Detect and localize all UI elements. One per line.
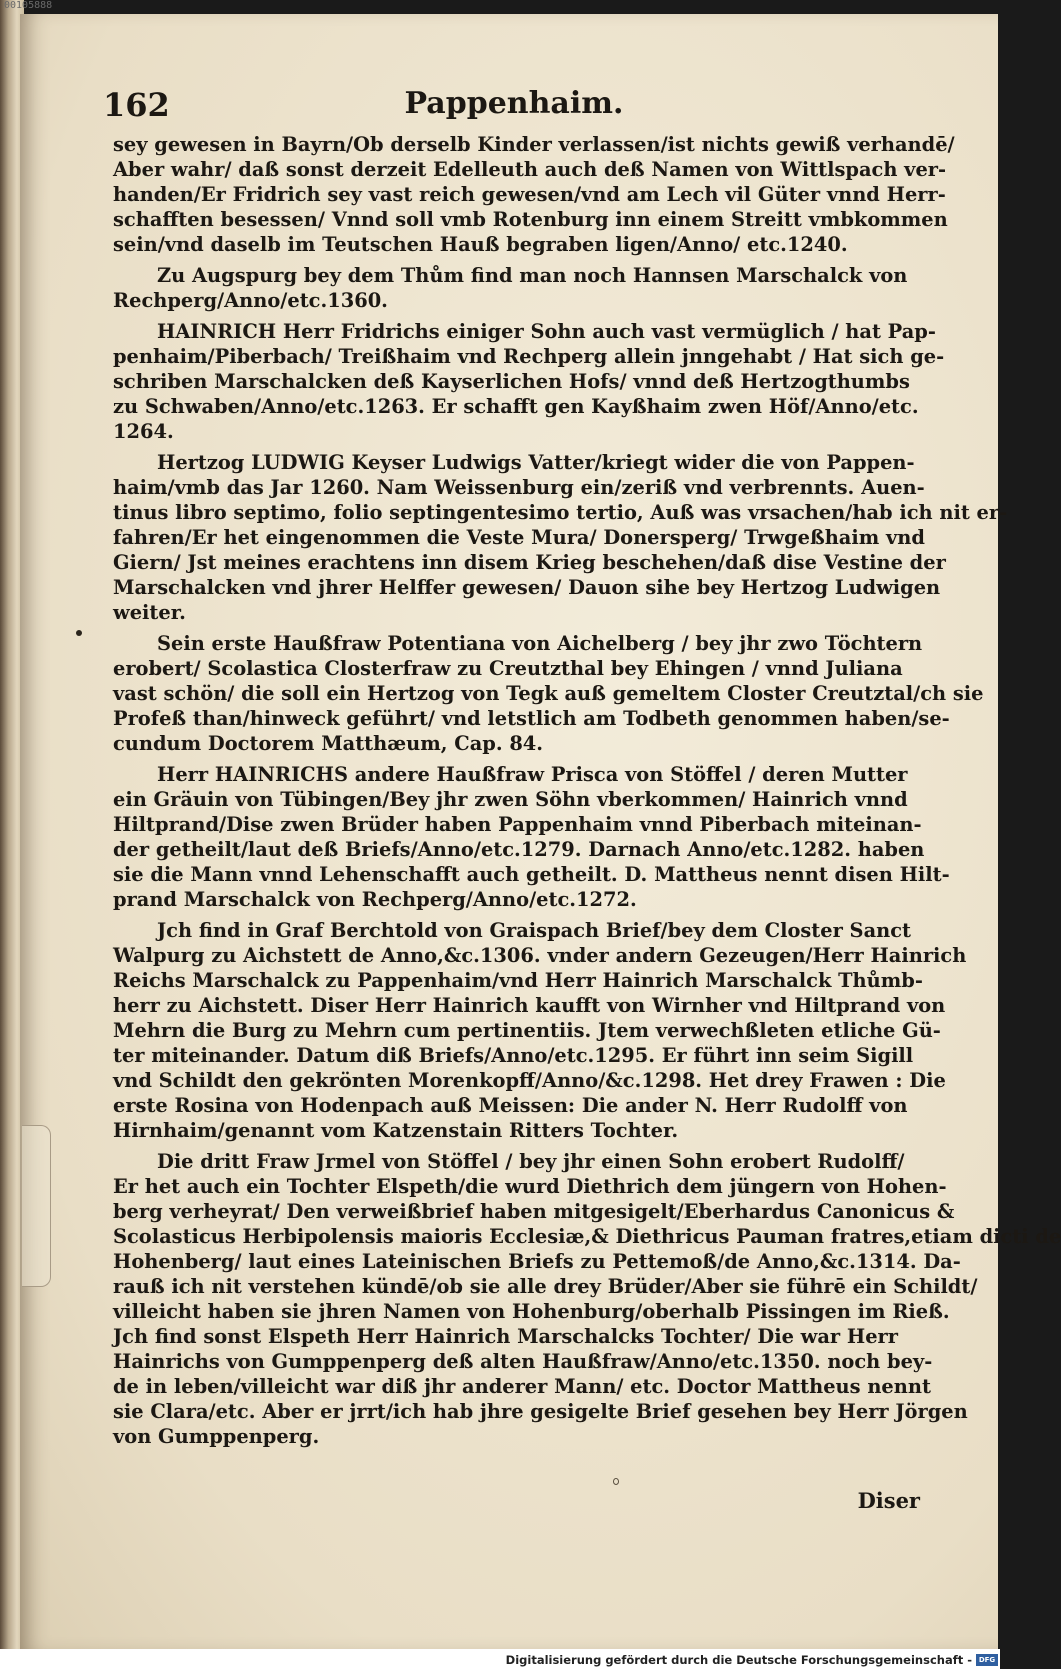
text-line: Jch find sonst Elspeth Herr Hainrich Marschalcks Tochter/ Die war Herr: [113, 1325, 898, 1348]
text-line: Jch find in Graf Berchtold von Graispach Brief/bey dem Closter Sanct: [157, 919, 911, 942]
text-line: von Gumppenperg.: [113, 1425, 320, 1448]
text-line: der getheilt/laut deß Briefs/Anno/etc.1279. Darnach Anno/etc.1282. haben: [113, 838, 925, 861]
text-line: schafften besessen/ Vnnd soll vmb Rotenburg inn einem Streitt vmbkommen: [113, 208, 948, 231]
text-line: handen/Er Fridrich sey vast reich gewesen/vnd am Lech vil Güter vnnd Herr-: [113, 183, 946, 206]
text-line: prand Marschalck von Rechperg/Anno/etc.1272.: [113, 888, 637, 911]
text-line: Hiltprand/Dise zwen Brüder haben Pappenhaim vnnd Piberbach miteinan-: [113, 813, 922, 836]
text-line: ein Gräuin von Tübingen/Bey jhr zwen Söhn vberkommen/ Hainrich vnnd: [113, 788, 908, 811]
page-mark-dot: [613, 1478, 619, 1485]
text-line: sein/vnd daselb im Teutschen Hauß begraben ligen/Anno/ etc.1240.: [113, 233, 848, 256]
text-line: Herr HAINRICHS andere Haußfraw Prisca von Stöffel / deren Mutter: [157, 763, 908, 786]
text-line: vnd Schildt den gekrönten Morenkopff/Anno/&c.1298. Het drey Frawen : Die: [113, 1069, 946, 1092]
text-line: penhaim/Piberbach/ Treißhaim vnd Rechperg allein jnngehabt / Hat sich ge-: [113, 345, 945, 368]
page-header: [103, 86, 925, 126]
text-line: fahren/Er het eingenommen die Veste Mura/ Donersperg/ Trwgeßhaim vnd: [113, 526, 925, 549]
text-line: Er het auch ein Tochter Elspeth/die wurd Diethrich dem jüngern von Hohen-: [113, 1175, 947, 1198]
text-line: sie Clara/etc. Aber er jrrt/ich hab jhre gesigelte Brief gesehen bey Herr Jörgen: [113, 1400, 968, 1423]
paragraph: [113, 319, 945, 444]
paragraph: [113, 631, 984, 756]
catchword: Diser: [857, 1488, 920, 1513]
text-line: Scolasticus Herbipolensis maioris Ecclesiæ,& Diethricus Pauman fratres,etiam dicti de: [113, 1225, 1061, 1248]
text-line: Hohenberg/ laut eines Lateinischen Briefs zu Pettemoß/de Anno,&c.1314. Da-: [113, 1250, 961, 1273]
paragraph: [113, 1149, 1061, 1449]
text-line: sey gewesen in Bayrn/Ob derselb Kinder verlassen/ist nichts gewiß verhandē/: [113, 133, 955, 156]
text-line: weiter.: [113, 601, 186, 624]
paragraph: [113, 263, 923, 313]
text-line: HAINRICH Herr Fridrichs einiger Sohn auch vast vermüglich / hat Pap-: [157, 320, 936, 343]
text-line: villeicht haben sie jhren Namen von Hohenburg/oberhalb Pissingen im Rieß.: [113, 1300, 950, 1323]
footer-bar: [0, 1649, 1000, 1669]
text-line: Giern/ Jst meines erachtens inn disem Krieg beschehen/daß dise Vestine der: [113, 551, 946, 574]
text-line: Walpurg zu Aichstett de Anno,&c.1306. vnder andern Gezeugen/Herr Hainrich: [113, 944, 967, 967]
body-text: [113, 132, 1061, 1455]
text-line: Rechperg/Anno/etc.1360.: [113, 289, 388, 312]
page-number: 162: [103, 86, 170, 124]
text-line: Die dritt Fraw Jrmel von Stöffel / bey jhr einen Sohn erobert Rudolff/: [157, 1150, 905, 1173]
scan-id: 00105888: [4, 0, 53, 11]
text-line: de in leben/villeicht war diß jhr anderer Mann/ etc. Doctor Mattheus nennt: [113, 1375, 931, 1398]
text-line: cundum Doctorem Matthæum, Cap. 84.: [113, 732, 544, 755]
text-line: Mehrn die Burg zu Mehrn cum pertinentiis. Jtem verwechßleten etliche Gü-: [113, 1019, 941, 1042]
paragraph: [113, 132, 955, 257]
text-line: zu Schwaben/Anno/etc.1263. Er schafft gen Kayßhaim zwen Höf/Anno/etc.: [113, 395, 919, 418]
text-line: Marschalcken vnd jhrer Helffer gewesen/ Dauon sihe bey Hertzog Ludwigen: [113, 576, 941, 599]
text-line: Sein erste Haußfraw Potentiana von Aichelberg / bey jhr zwo Töchtern: [157, 632, 923, 655]
text-line: Profeß than/hinweck geführt/ vnd letstlich am Todbeth genommen haben/se-: [113, 707, 950, 730]
text-line: herr zu Aichstett. Diser Herr Hainrich kaufft von Wirnher vnd Hiltprand von: [113, 994, 946, 1017]
text-line: Hainrichs von Gumppenperg deß alten Haußfraw/Anno/etc.1350. noch bey-: [113, 1350, 933, 1373]
text-line: schriben Marschalcken deß Kayserlichen Hofs/ vnnd deß Hertzogthumbs: [113, 370, 910, 393]
text-line: vast schön/ die soll ein Hertzog von Tegk auß gemeltem Closter Creutztal/ch sie: [113, 682, 984, 705]
dfg-logo: DFG: [976, 1654, 998, 1666]
funding-credit: Digitalisierung gefördert durch die Deutsche Forschungsgemeinschaft -: [505, 1653, 972, 1667]
text-line: erste Rosina von Hodenpach auß Meissen: Die ander N. Herr Rudolff von: [113, 1094, 908, 1117]
text-line: Reichs Marschalck zu Pappenhaim/vnd Herr Hainrich Marschalck Thůmb-: [113, 969, 923, 992]
text-line: ter miteinander. Datum diß Briefs/Anno/etc.1295. Er führt inn seim Sigill: [113, 1044, 914, 1067]
bookmark-strip: [22, 1125, 51, 1287]
text-line: tinus libro septimo, folio septingentesimo tertio, Auß was vrsachen/hab ich nit er-: [113, 501, 1008, 524]
margin-ink-dot: [76, 630, 82, 636]
text-line: berg verheyrat/ Den verweißbrief haben mitgesigelt/Eberhardus Canonicus &: [113, 1200, 955, 1223]
text-line: Zu Augspurg bey dem Thům find man noch Hannsen Marschalck von: [157, 264, 908, 287]
text-line: rauß ich nit verstehen kündē/ob sie alle drey Brüder/Aber sie führē ein Schildt/: [113, 1275, 978, 1298]
paragraph: [113, 762, 950, 912]
paragraph: [113, 918, 967, 1143]
text-line: haim/vmb das Jar 1260. Nam Weissenburg ein/zeriß vnd verbrennts. Auen-: [113, 476, 925, 499]
text-line: sie die Mann vnnd Lehenschafft auch getheilt. D. Mattheus nennt disen Hilt-: [113, 863, 950, 886]
text-line: erobert/ Scolastica Closterfraw zu Creutzthal bey Ehingen / vnnd Juliana: [113, 657, 903, 680]
running-title: Pappenhaim.: [404, 86, 624, 121]
paragraph: [113, 450, 1008, 625]
text-line: 1264.: [113, 420, 174, 443]
text-line: Aber wahr/ daß sonst derzeit Edelleuth auch deß Namen von Wittlspach ver-: [113, 158, 947, 181]
text-line: Hertzog LUDWIG Keyser Ludwigs Vatter/kriegt wider die von Pappen-: [157, 451, 915, 474]
text-line: Hirnhaim/genannt vom Katzenstain Ritters Tochter.: [113, 1119, 679, 1142]
